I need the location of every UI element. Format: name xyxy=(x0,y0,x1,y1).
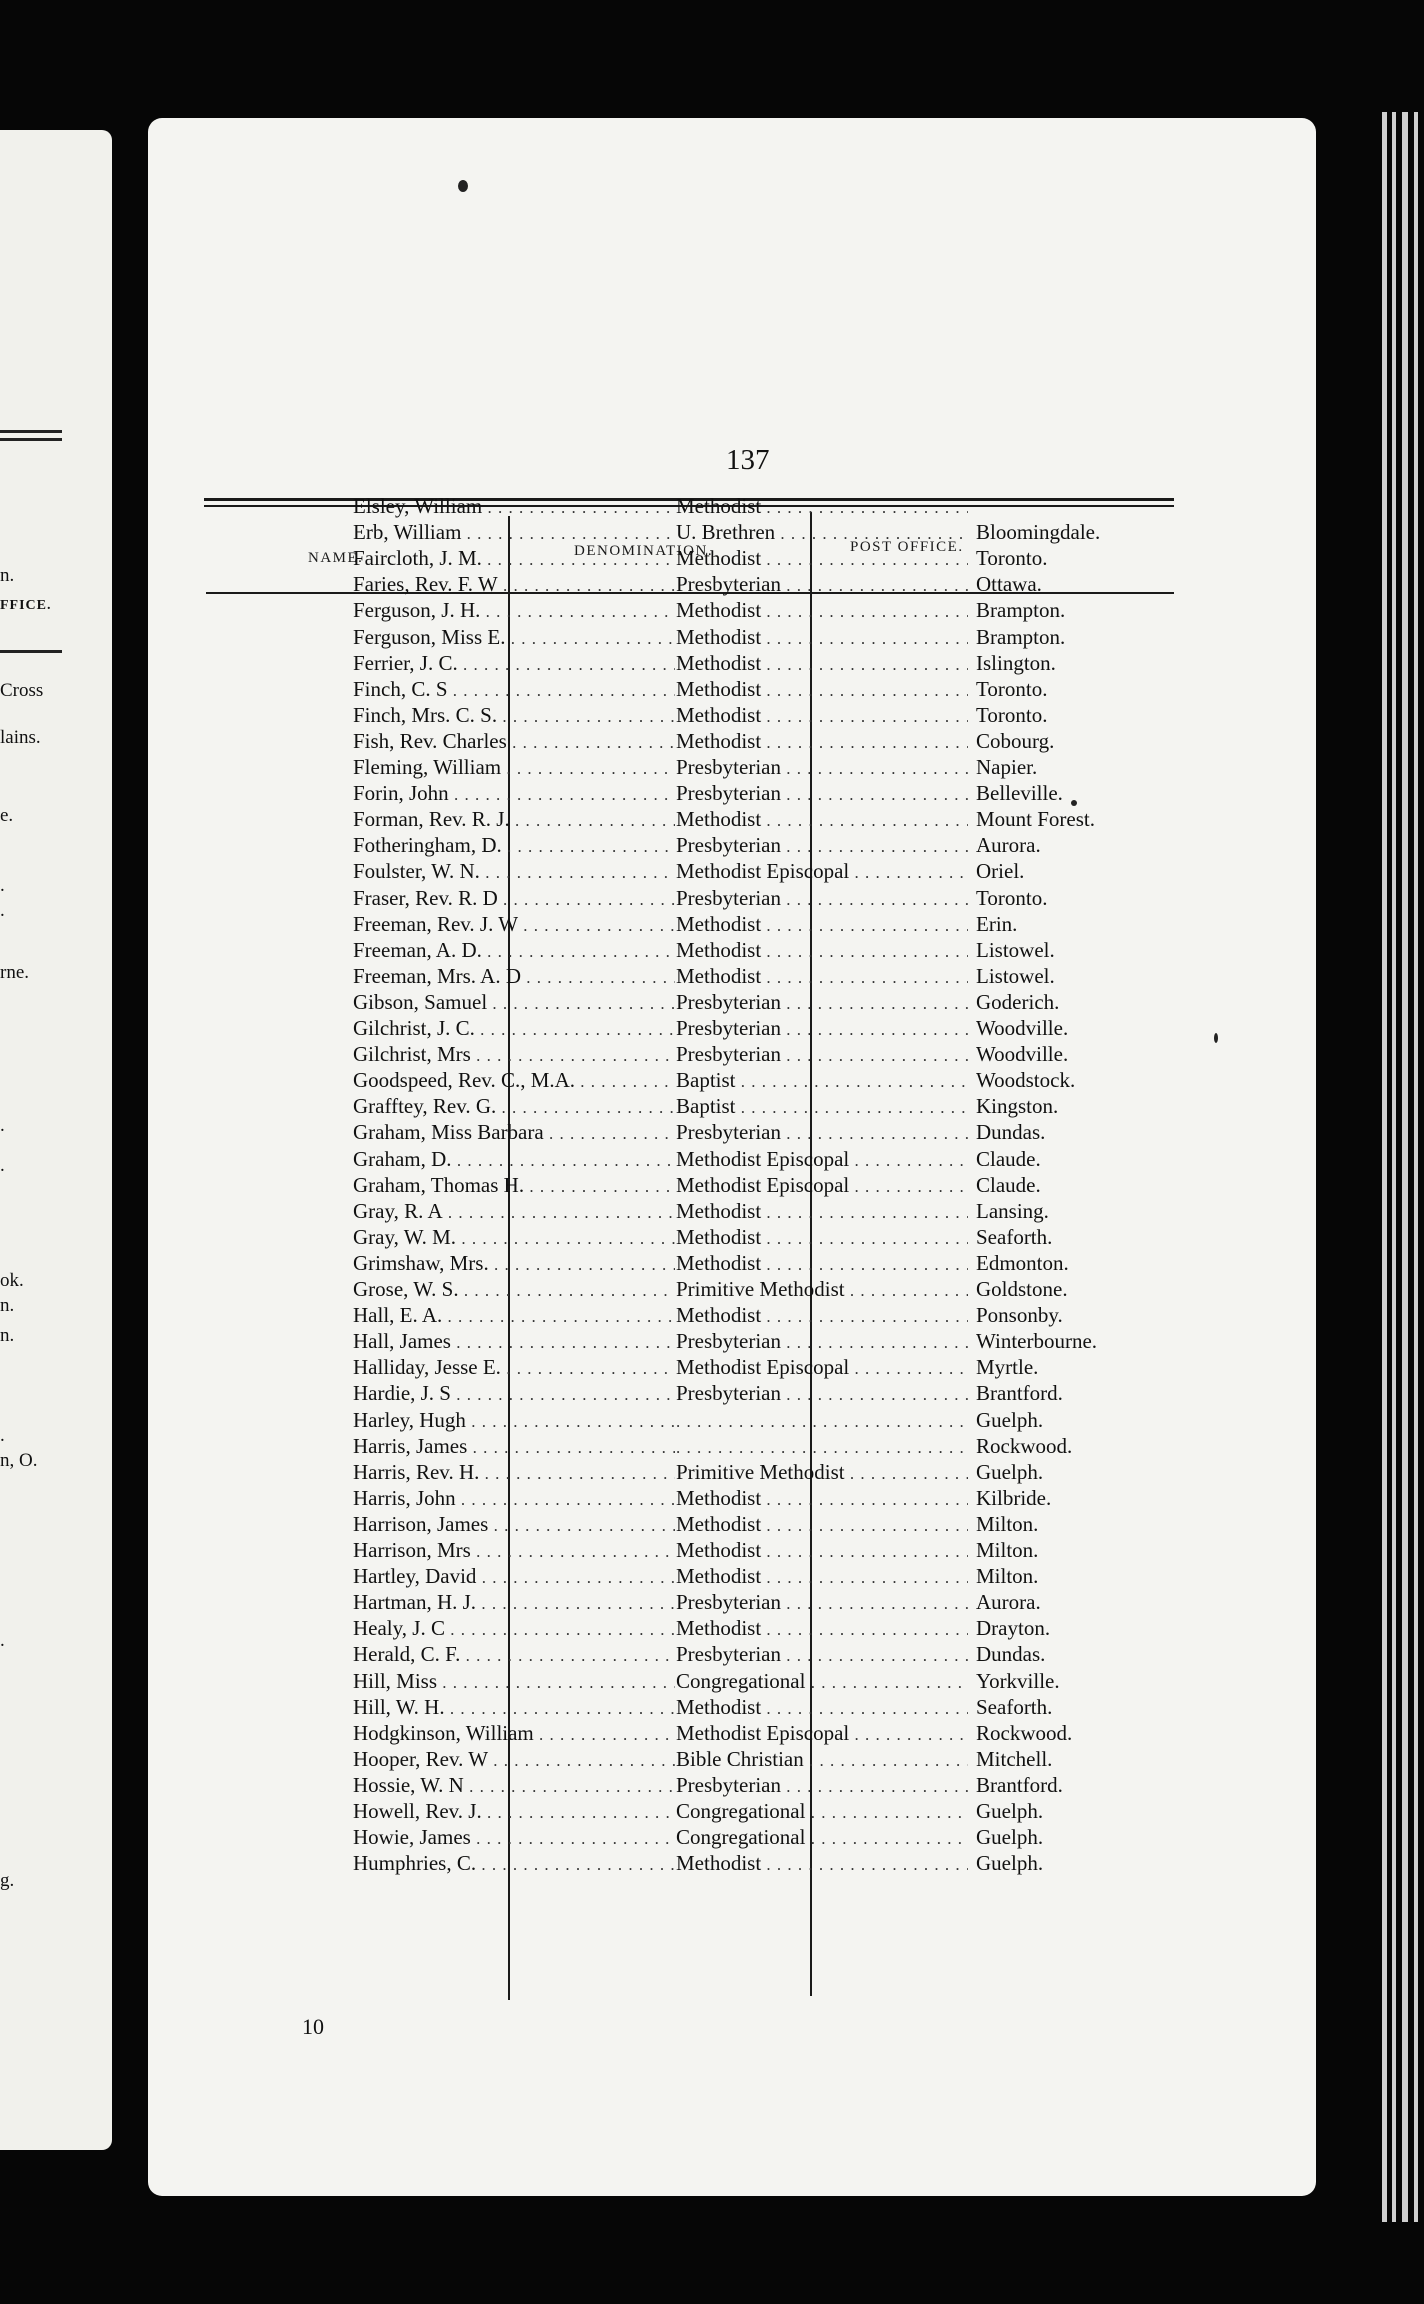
denomination-cell: Presbyterian . . . xyxy=(676,1119,968,1147)
table-row xyxy=(148,493,1316,519)
post-office-cell: Rockwood. xyxy=(976,1434,1073,1458)
table-row xyxy=(148,545,1316,571)
post-office-cell: Lansing. xyxy=(976,1199,1049,1223)
name-cell: Herald, C. F. . . . xyxy=(353,1641,675,1669)
post-office-cell: Woodville. xyxy=(976,1042,1069,1066)
denomination-cell: Presbyterian . . . xyxy=(676,1589,968,1617)
post-office-cell: Guelph. xyxy=(976,1825,1044,1849)
denomination-cell: Presbyterian . . . xyxy=(676,754,968,782)
name-cell: Harrison, James . . . xyxy=(353,1511,675,1539)
post-office-cell: Ottawa. xyxy=(976,572,1042,596)
facing-page-text: n. xyxy=(0,565,15,586)
table-row xyxy=(148,1641,1316,1667)
name-cell: Finch, Mrs. C. S. . . . xyxy=(353,702,675,730)
post-office-cell: Listowel. xyxy=(976,938,1055,962)
table-row xyxy=(148,1041,1316,1067)
table-row xyxy=(148,1798,1316,1824)
denomination-cell: Presbyterian . . . xyxy=(676,571,968,599)
post-office-cell: Woodville. xyxy=(976,1016,1069,1040)
denomination-cell: Methodist . . . xyxy=(676,597,968,625)
table-row xyxy=(148,1146,1316,1172)
post-office-cell: Toronto. xyxy=(976,703,1048,727)
denomination-cell: Methodist Episcopal . . . xyxy=(676,1720,968,1748)
post-office-cell: Aurora. xyxy=(976,1590,1041,1614)
name-cell: Hill, W. H. . . . xyxy=(353,1694,675,1722)
denomination-cell: Methodist Episcopal . . . xyxy=(676,858,968,886)
table-row xyxy=(148,885,1316,911)
denomination-cell: Presbyterian . . . xyxy=(676,1041,968,1069)
facing-page-text: . xyxy=(0,1630,5,1651)
facing-page-text: ok. xyxy=(0,1270,24,1291)
denomination-cell: Methodist . . . xyxy=(676,963,968,991)
denomination-cell: Methodist . . . xyxy=(676,1537,968,1565)
table-row xyxy=(148,1119,1316,1145)
name-cell: Gilchrist, Mrs . . . xyxy=(353,1041,675,1069)
denomination-cell: Methodist . . . xyxy=(676,545,968,573)
denomination-cell: U. Brethren . . . xyxy=(676,519,968,547)
name-cell: Forman, Rev. R. J. . . . xyxy=(353,806,675,834)
table-row xyxy=(148,1067,1316,1093)
table-row xyxy=(148,858,1316,884)
name-cell: Fotheringham, D. . . . xyxy=(353,832,675,860)
table-row xyxy=(148,1720,1316,1746)
facing-page-text: n. xyxy=(0,1325,15,1346)
post-office-cell: Bloomingdale. xyxy=(976,520,1101,544)
table-row xyxy=(148,806,1316,832)
name-cell: Hall, James . . . xyxy=(353,1328,675,1356)
name-cell: Gibson, Samuel . . . xyxy=(353,989,675,1017)
table-row xyxy=(148,650,1316,676)
denomination-cell: Methodist . . . xyxy=(676,1302,968,1330)
denomination-cell: Methodist . . . xyxy=(676,728,968,756)
facing-page-rule xyxy=(0,650,62,653)
name-cell: Howell, Rev. J. . . . xyxy=(353,1798,675,1826)
post-office-cell: Toronto. xyxy=(976,886,1048,910)
denomination-cell: Methodist . . . xyxy=(676,1511,968,1539)
name-cell: Harris, James . . . xyxy=(353,1433,675,1461)
book-page xyxy=(148,118,1316,2196)
name-cell: Humphries, C. . . . xyxy=(353,1850,675,1878)
post-office-cell: Kilbride. xyxy=(976,1486,1052,1510)
name-cell: Howie, James . . . xyxy=(353,1824,675,1852)
post-office-cell: Islington. xyxy=(976,651,1056,675)
denomination-cell: Congregational . . . xyxy=(676,1824,968,1852)
page-number: 137 xyxy=(726,444,770,476)
name-cell: Erb, William . . . xyxy=(353,519,675,547)
denomination-cell: Methodist . . . xyxy=(676,493,968,521)
name-cell: Ferguson, Miss E. . . . xyxy=(353,624,675,652)
name-cell: Hooper, Rev. W . . . xyxy=(353,1746,675,1774)
table-row xyxy=(148,1407,1316,1433)
name-cell: Ferrier, J. C. . . . xyxy=(353,650,675,678)
post-office-cell: Aurora. xyxy=(976,833,1041,857)
post-office-cell: Brampton. xyxy=(976,598,1066,622)
name-cell: Fish, Rev. Charles . . . xyxy=(353,728,675,756)
post-office-cell: Dundas. xyxy=(976,1642,1046,1666)
denomination-cell: Methodist . . . xyxy=(676,1250,968,1278)
denomination-cell: Methodist . . . xyxy=(676,1563,968,1591)
name-cell: Hodgkinson, William . . . xyxy=(353,1720,675,1748)
denomination-cell: Methodist . . . xyxy=(676,1198,968,1226)
table-row xyxy=(148,1459,1316,1485)
post-office-cell: Listowel. xyxy=(976,964,1055,988)
denomination-cell: Methodist . . . xyxy=(676,650,968,678)
denomination-cell: Primitive Methodist . . . xyxy=(676,1276,968,1304)
table-row xyxy=(148,1093,1316,1119)
name-cell: Halliday, Jesse E. . . . xyxy=(353,1354,675,1382)
post-office-cell: Edmonton. xyxy=(976,1251,1069,1275)
denomination-cell: Baptist . . . xyxy=(676,1067,968,1095)
name-cell: Gilchrist, J. C. . . . xyxy=(353,1015,675,1043)
facing-page-rule xyxy=(0,438,62,441)
table-row xyxy=(148,1354,1316,1380)
denomination-cell: Methodist . . . xyxy=(676,806,968,834)
name-cell: Hartley, David . . . xyxy=(353,1563,675,1591)
denomination-cell: Bible Christian . . . xyxy=(676,1746,968,1774)
name-cell: Fleming, William . . . xyxy=(353,754,675,782)
name-cell: Grose, W. S. . . . xyxy=(353,1276,675,1304)
table-row xyxy=(148,780,1316,806)
ink-spot xyxy=(1071,800,1077,806)
table-row xyxy=(148,1746,1316,1772)
name-cell: Freeman, Rev. J. W . . . xyxy=(353,911,675,939)
denomination-cell: Methodist Episcopal . . . xyxy=(676,1172,968,1200)
facing-page-header: FFICE. xyxy=(0,598,52,613)
denomination-cell: Methodist . . . xyxy=(676,1694,968,1722)
name-cell: Hartman, H. J. . . . xyxy=(353,1589,675,1617)
name-cell: Hall, E. A. . . . xyxy=(353,1302,675,1330)
table-row xyxy=(148,1537,1316,1563)
name-cell: Freeman, Mrs. A. D . . . xyxy=(353,963,675,991)
table-row xyxy=(148,1276,1316,1302)
table-row xyxy=(148,832,1316,858)
table-row xyxy=(148,963,1316,989)
post-office-cell: Erin. xyxy=(976,912,1018,936)
denomination-cell: Methodist . . . xyxy=(676,1615,968,1643)
name-cell: Fraser, Rev. R. D . . . xyxy=(353,885,675,913)
denomination-cell: Presbyterian . . . xyxy=(676,1015,968,1043)
post-office-cell: Ponsonby. xyxy=(976,1303,1063,1327)
denomination-cell: Methodist . . . xyxy=(676,702,968,730)
ink-spot xyxy=(1214,1033,1218,1043)
post-office-cell: Toronto. xyxy=(976,546,1048,570)
name-cell: Grafftey, Rev. G. . . . xyxy=(353,1093,675,1121)
name-cell: Gray, R. A . . . xyxy=(353,1198,675,1226)
denomination-cell: Methodist Episcopal . . . xyxy=(676,1354,968,1382)
post-office-cell: Seaforth. xyxy=(976,1695,1053,1719)
post-office-cell: Drayton. xyxy=(976,1616,1051,1640)
post-office-cell: Brampton. xyxy=(976,625,1066,649)
table-row xyxy=(148,1380,1316,1406)
denomination-cell: Methodist . . . xyxy=(676,1485,968,1513)
name-cell: Elsley, William . . . xyxy=(353,493,675,521)
facing-page-text: . xyxy=(0,1155,5,1176)
name-cell: Ferguson, J. H. . . . xyxy=(353,597,675,625)
post-office-cell: Myrtle. xyxy=(976,1355,1039,1379)
post-office-cell: Napier. xyxy=(976,755,1038,779)
table-row xyxy=(148,728,1316,754)
facing-page-text: Cross xyxy=(0,680,44,701)
page-edges xyxy=(1378,112,1424,2222)
table-row xyxy=(148,989,1316,1015)
facing-page-text: . xyxy=(0,900,5,921)
name-cell: Goodspeed, Rev. C., M.A. . . . xyxy=(353,1067,675,1095)
table-row xyxy=(148,1224,1316,1250)
denomination-cell: Baptist . . . xyxy=(676,1093,968,1121)
post-office-cell: Guelph. xyxy=(976,1799,1044,1823)
denomination-cell: Methodist . . . xyxy=(676,1224,968,1252)
post-office-cell: Oriel. xyxy=(976,859,1025,883)
facing-page-text: e. xyxy=(0,805,14,826)
name-cell: Hardie, J. S . . . xyxy=(353,1380,675,1408)
table-row xyxy=(148,1772,1316,1798)
post-office-cell: Guelph. xyxy=(976,1408,1044,1432)
name-cell: Forin, John . . . xyxy=(353,780,675,808)
denomination-cell: Congregational . . . xyxy=(676,1798,968,1826)
denomination-cell: Congregational . . . xyxy=(676,1668,968,1696)
denomination-cell: Primitive Methodist . . . xyxy=(676,1459,968,1487)
facing-page-text: g. xyxy=(0,1870,15,1891)
table-row xyxy=(148,1824,1316,1850)
table-row xyxy=(148,1485,1316,1511)
post-office-cell: Dundas. xyxy=(976,1120,1046,1144)
table-row xyxy=(148,1850,1316,1876)
post-office-cell: Milton. xyxy=(976,1538,1039,1562)
denomination-cell: Presbyterian . . . xyxy=(676,780,968,808)
name-cell: Hill, Miss . . . xyxy=(353,1668,675,1696)
table-row xyxy=(148,571,1316,597)
name-cell: Graham, Thomas H. . . . xyxy=(353,1172,675,1200)
table-row xyxy=(148,519,1316,545)
table-row xyxy=(148,1668,1316,1694)
denomination-cell: Methodist . . . xyxy=(676,624,968,652)
post-office-cell: Claude. xyxy=(976,1147,1041,1171)
name-cell: Graham, Miss Barbara . . . xyxy=(353,1119,675,1147)
post-office-cell: Goderich. xyxy=(976,990,1060,1014)
name-cell: Hossie, W. N . . . xyxy=(353,1772,675,1800)
table-row xyxy=(148,597,1316,623)
table-row xyxy=(148,676,1316,702)
denomination-cell: Presbyterian . . . xyxy=(676,832,968,860)
post-office-cell: Toronto. xyxy=(976,677,1048,701)
table-row xyxy=(148,1328,1316,1354)
name-cell: Foulster, W. N. . . . xyxy=(353,858,675,886)
facing-page-text: lains. xyxy=(0,727,41,748)
denomination-cell: Methodist . . . xyxy=(676,937,968,965)
denomination-cell: Presbyterian . . . xyxy=(676,1380,968,1408)
table-row xyxy=(148,702,1316,728)
table-row xyxy=(148,1563,1316,1589)
facing-page-fragment xyxy=(0,130,112,2150)
denomination-cell: Presbyterian . . . xyxy=(676,1328,968,1356)
table-row xyxy=(148,624,1316,650)
table-row xyxy=(148,1615,1316,1641)
post-office-cell: Rockwood. xyxy=(976,1721,1073,1745)
post-office-cell: Cobourg. xyxy=(976,729,1055,753)
facing-page-text: . xyxy=(0,1115,5,1136)
facing-page-text: . xyxy=(0,1425,5,1446)
post-office-cell: Kingston. xyxy=(976,1094,1059,1118)
name-cell: Faircloth, J. M. . . . xyxy=(353,545,675,573)
signature-mark: 10 xyxy=(302,2014,324,2039)
column-header-name: NAME. xyxy=(308,550,364,566)
table-row xyxy=(148,1511,1316,1537)
column-header-denomination: DENOMINATION. xyxy=(574,543,714,559)
table-row xyxy=(148,1015,1316,1041)
denomination-cell: Presbyterian . . . xyxy=(676,1641,968,1669)
post-office-cell: Winterbourne. xyxy=(976,1329,1098,1353)
post-office-cell: Woodstock. xyxy=(976,1068,1076,1092)
post-office-cell: Guelph. xyxy=(976,1460,1044,1484)
post-office-cell: Yorkville. xyxy=(976,1669,1060,1693)
table-row xyxy=(148,1302,1316,1328)
name-cell: Harley, Hugh . . . xyxy=(353,1407,675,1435)
facing-page-text: n. xyxy=(0,1295,15,1316)
denomination-cell: Presbyterian . . . xyxy=(676,989,968,1017)
post-office-cell: Guelph. xyxy=(976,1851,1044,1875)
facing-page-text: . xyxy=(0,875,5,896)
ink-spot xyxy=(458,180,468,192)
denomination-cell xyxy=(676,1433,968,1461)
table-row xyxy=(148,1589,1316,1615)
table-row xyxy=(148,937,1316,963)
facing-page-text: n, O. xyxy=(0,1450,38,1471)
denomination-cell: Methodist Episcopal . . . xyxy=(676,1146,968,1174)
post-office-cell: Mitchell. xyxy=(976,1747,1053,1771)
name-cell: Harris, Rev. H. . . . xyxy=(353,1459,675,1487)
denomination-cell: Methodist . . . xyxy=(676,1850,968,1878)
facing-page-rule xyxy=(0,430,62,433)
denomination-cell: Methodist . . . xyxy=(676,911,968,939)
table-row xyxy=(148,1250,1316,1276)
post-office-cell: Goldstone. xyxy=(976,1277,1068,1301)
name-cell: Finch, C. S . . . xyxy=(353,676,675,704)
directory-table xyxy=(148,118,1316,2196)
table-row xyxy=(148,911,1316,937)
name-cell: Healy, J. C . . . xyxy=(353,1615,675,1643)
name-cell: Harris, John . . . xyxy=(353,1485,675,1513)
post-office-cell: Claude. xyxy=(976,1173,1041,1197)
table-row xyxy=(148,1694,1316,1720)
table-row xyxy=(148,1172,1316,1198)
denomination-cell: Presbyterian . . . xyxy=(676,1772,968,1800)
column-header-post-office: POST OFFICE. xyxy=(850,539,964,555)
table-row xyxy=(148,1433,1316,1459)
name-cell: Freeman, A. D. . . . xyxy=(353,937,675,965)
table-row xyxy=(148,754,1316,780)
post-office-cell: Milton. xyxy=(976,1564,1039,1588)
post-office-cell: Mount Forest. xyxy=(976,807,1096,831)
post-office-cell: Brantford. xyxy=(976,1381,1063,1405)
denomination-cell xyxy=(676,1407,968,1435)
name-cell: Grimshaw, Mrs. . . . xyxy=(353,1250,675,1278)
post-office-cell: Seaforth. xyxy=(976,1225,1053,1249)
denomination-cell: Presbyterian . . . xyxy=(676,885,968,913)
table-row xyxy=(148,1198,1316,1224)
post-office-cell: Brantford. xyxy=(976,1773,1063,1797)
denomination-cell: Methodist . . . xyxy=(676,676,968,704)
name-cell: Harrison, Mrs . . . xyxy=(353,1537,675,1565)
post-office-cell: Belleville. xyxy=(976,781,1063,805)
name-cell: Gray, W. M. . . . xyxy=(353,1224,675,1252)
post-office-cell: Milton. xyxy=(976,1512,1039,1536)
facing-page-text: rne. xyxy=(0,962,30,983)
name-cell: Faries, Rev. F. W . . . xyxy=(353,571,675,599)
name-cell: Graham, D. . . . xyxy=(353,1146,675,1174)
